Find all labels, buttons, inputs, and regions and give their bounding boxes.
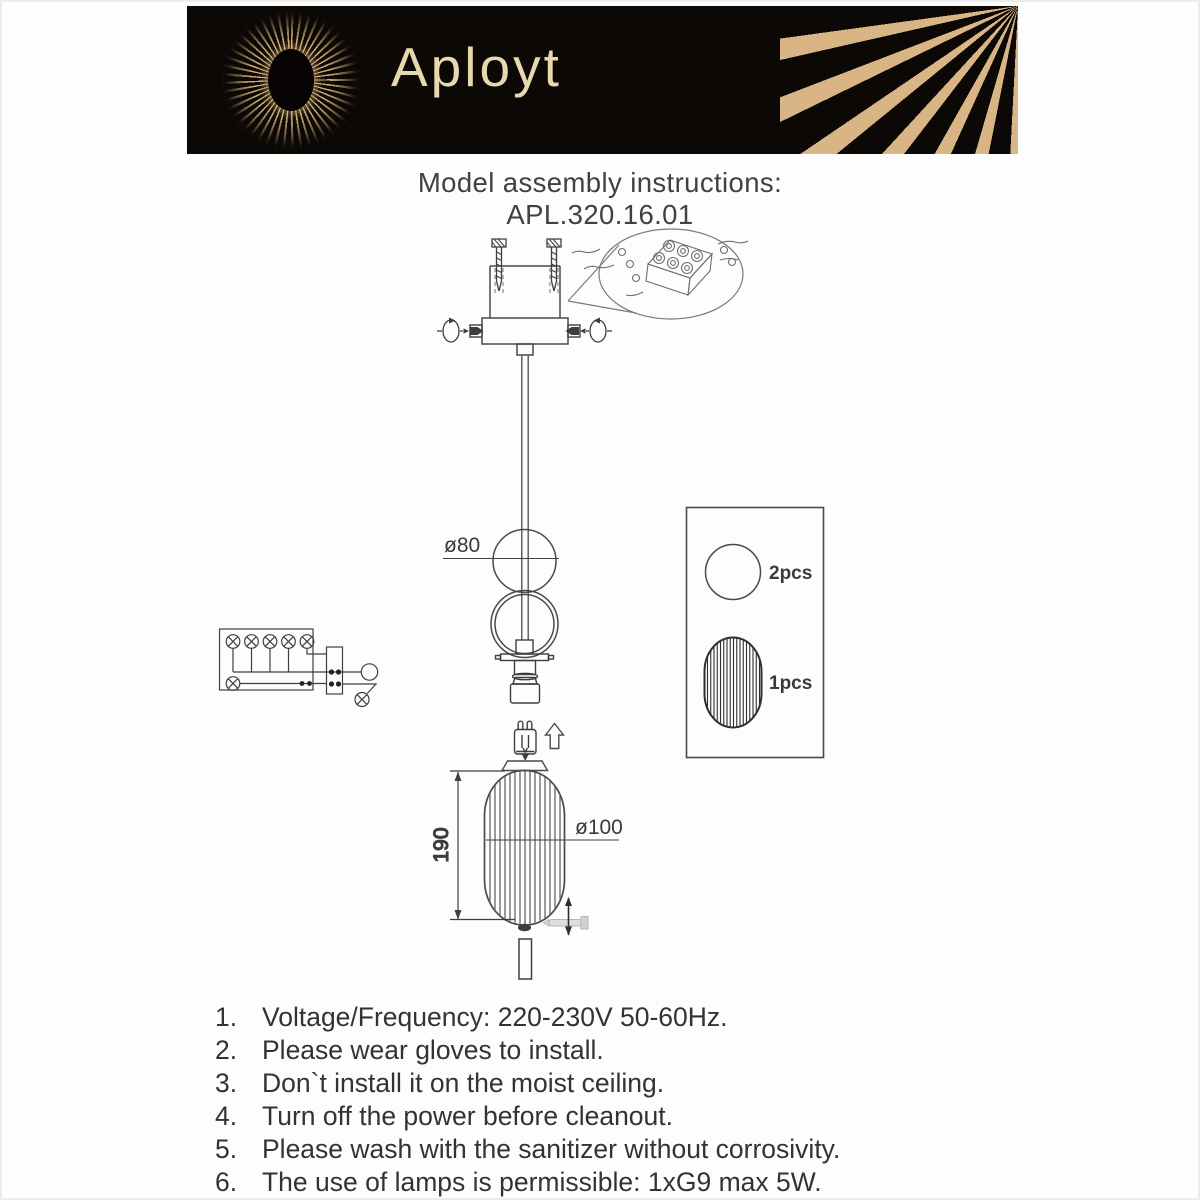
brand-name: Aployt	[391, 36, 562, 98]
shade-bottom-nub	[518, 924, 531, 932]
lamp-symbols	[226, 635, 314, 649]
instruction-item	[215, 1166, 1055, 1199]
parts-box	[687, 508, 824, 758]
g9-bulb-icon	[515, 721, 537, 759]
instruction-item	[215, 1001, 1055, 1034]
instructions-list	[215, 1001, 1055, 1199]
instruction-number: 6.	[215, 1167, 238, 1197]
sphere-diameter-label: ø80	[444, 534, 481, 557]
instruction-text: The use of lamps is permissible: 1xG9 max 5W.	[262, 1167, 822, 1197]
decor-ring	[491, 591, 558, 658]
shade-part-ribs	[708, 638, 760, 727]
insert-arrow-icon	[546, 724, 564, 749]
lamp-socket	[496, 640, 554, 703]
shade-height-label: 190	[430, 827, 453, 863]
instruction-number: 5.	[215, 1134, 238, 1164]
decor-sphere	[493, 530, 556, 593]
terminal-block-callout	[568, 229, 748, 319]
sphere-dimension	[443, 534, 559, 559]
shade-diameter-label: ø100	[575, 816, 623, 839]
instruction-item	[215, 1133, 1055, 1166]
instruction-text: Please wear gloves to install.	[262, 1035, 604, 1065]
instruction-text: Voltage/Frequency: 220-230V 50-60Hz.	[262, 1002, 728, 1032]
model-number: APL.320.16.01	[506, 199, 694, 230]
instruction-number: 3.	[215, 1068, 238, 1098]
side-screw-rotate-icon	[437, 318, 612, 343]
instruction-number: 2.	[215, 1035, 238, 1065]
shade-ribs	[490, 771, 560, 925]
shade-height-dimension	[430, 771, 515, 920]
instruction-item	[215, 1100, 1055, 1133]
junction-symbol	[361, 664, 377, 680]
mounting-screw-icon	[492, 239, 561, 291]
sphere-part-icon	[706, 545, 761, 600]
bottom-finial	[519, 939, 532, 979]
instruction-item	[215, 1067, 1055, 1100]
suspension-rod	[522, 355, 528, 640]
ceiling-canopy	[470, 266, 580, 355]
shade-qty-label: 1pcs	[769, 673, 813, 694]
instruction-text: Turn off the power before cleanout.	[262, 1101, 674, 1131]
sphere-qty-label: 2pcs	[769, 563, 813, 584]
instruction-number: 4.	[215, 1101, 238, 1131]
wiring-diagram	[220, 629, 378, 707]
ribbed-shade	[485, 761, 565, 931]
instruction-number: 1.	[215, 1002, 238, 1032]
instruction-text: Don`t install it on the moist ceiling.	[262, 1068, 665, 1098]
instruction-text: Please wash with the sanitizer without corrosivity.	[262, 1134, 841, 1164]
instruction-item	[215, 1034, 1055, 1067]
page-title: Model assembly instructions:	[417, 167, 783, 198]
